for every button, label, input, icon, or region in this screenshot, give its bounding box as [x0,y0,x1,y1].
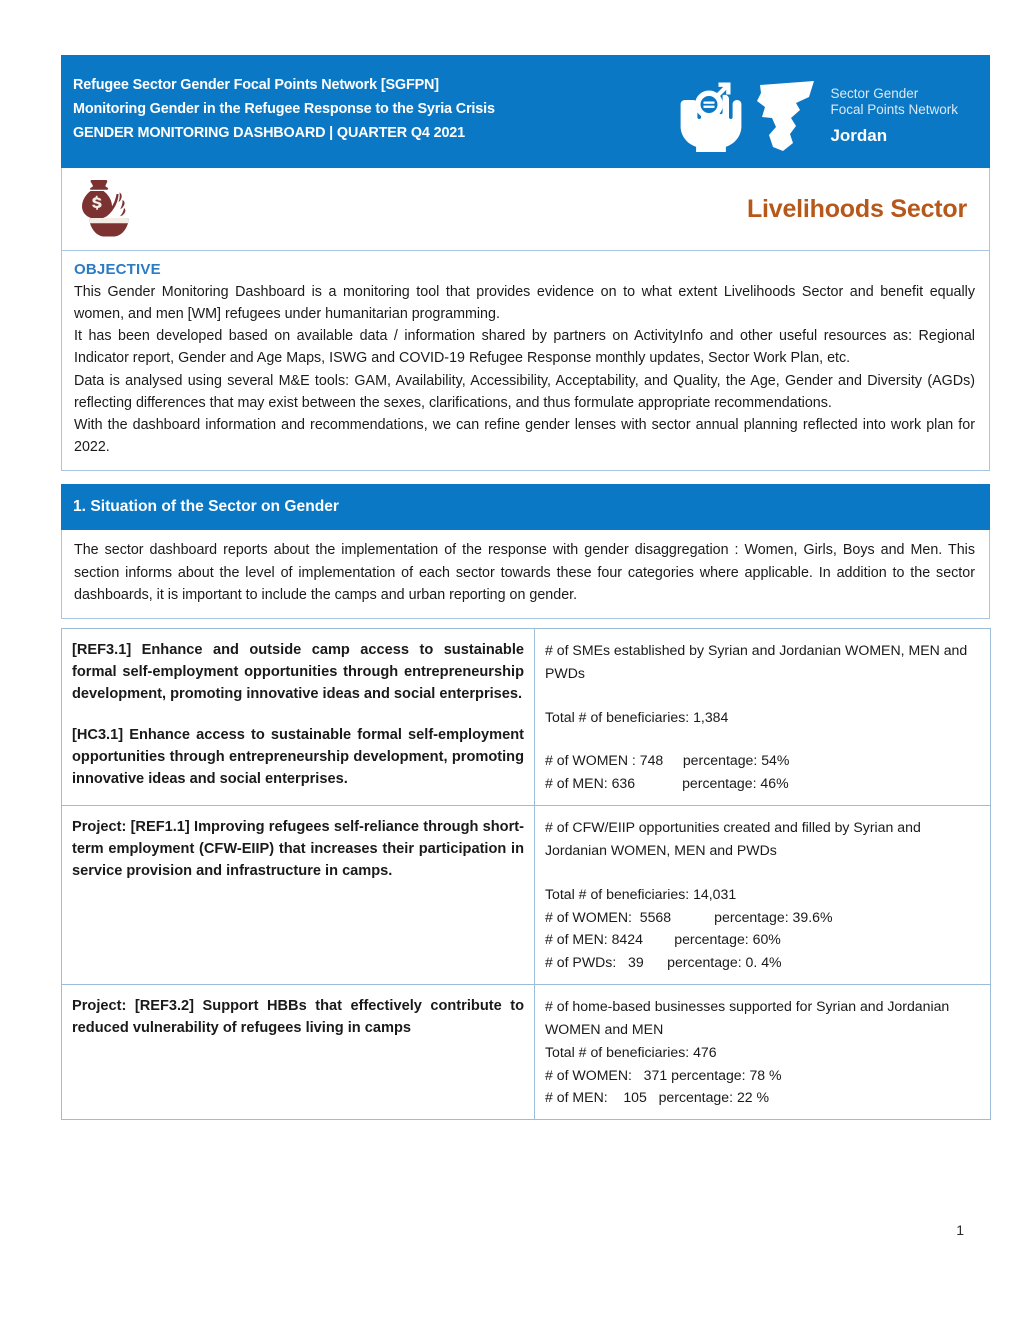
row-3-total-beneficiaries: Total # of beneficiaries: 476 [545,1043,717,1060]
sector-title-strip [61,168,990,251]
logo-line-2: Focal Points Network [830,102,958,118]
row-3-men-line: # of MEN: 105 percentage: 22 % [545,1089,770,1106]
row-3-indicator-cell [535,985,991,1120]
row-1-women-line: # of WOMEN : 748 percentage: 54% [545,752,790,769]
row-2-total-beneficiaries: Total # of beneficiaries: 14,031 [545,885,737,902]
section-intro-text: The sector dashboard reports about the implementation of the response with gender disaggregation : Women, Girls, Boys and Men. This section informs about the level of implementation of each sector towards these four categories where applicable. In addition to the sector dashboards, it is important to include the camps and urban reporting on gender. [74,542,975,604]
objective-paragraph-3: Data is analysed using several M&E tools: GAM, Availability, Accessibility, Acceptability, and Quality, the Age, Gender and Diversity (AGDs) reflecting differences that may exist between the sexes, clarifications, and thus formulate appropriate recommendations. [74,372,975,411]
objective-block [61,251,990,471]
header-line-network: Refugee Sector Gender Focal Points Network [SGFPN] [73,77,439,93]
table-row [62,985,991,1120]
logo-wordmark [828,86,958,147]
objective-paragraph-2: It has been developed based on available data / information shared by partners on ActivityInfo and other useful resources as: Regional Indicator report, Gender and Age Maps, ISWG and COVID-19 Refugee Response monthly updates, Sector Work Plan, etc. [74,328,975,367]
row-2-indicator-title: # of CFW/EIIP opportunities created and filled by Syrian and Jordanian WOMEN, MEN and PWDs [545,819,921,858]
sgfpn-logo [672,71,976,155]
objective-paragraph-1: This Gender Monitoring Dashboard is a monitoring tool that provides evidence on to what extent Livelihoods Sector and benefit equally women, and men [WM] refugees under humanitarian programming. [74,284,975,323]
row-1-indicator-cell [535,628,991,805]
objective-paragraph-4: With the dashboard information and recommendations, we can refine gender lenses with sector annual planning reflected into work plan for 2022. [74,416,975,456]
row-2-women-line: # of WOMEN: 5568 percentage: 39.6% [545,908,833,925]
table-row [62,628,991,805]
header-line-subtitle: Monitoring Gender in the Refugee Response to the Syria Crisis [73,100,495,117]
row-1-total-beneficiaries: Total # of beneficiaries: 1,384 [545,708,729,725]
header-line-dashboard-quarter: GENDER MONITORING DASHBOARD | QUARTER Q4 2021 [73,124,466,141]
row-1-objective-hc31: [HC3.1] Enhance access to sustainable formal self-employment opportunities through entrepreneurship development, promoting innovative ideas and social enterprises. [72,726,524,787]
row-3-project-ref32: Project: [REF3.2] Support HBBs that effectively contribute to reduced vulnerability of refugees living in camps [72,998,524,1037]
sector-title: Livelihoods Sector [746,194,967,223]
money-bag-wheat-bowl-icon [78,178,136,240]
jordan-map-icon [752,77,822,155]
row-2-pwds-line: # of PWDs: 39 percentage: 0. 4% [545,954,782,971]
row-1-men-line: # of MEN: 636 percentage: 46% [545,775,789,792]
row-1-indicator-title: # of SMEs established by Syrian and Jordanian WOMEN, MEN and PWDs [545,641,968,681]
row-3-women-line: # of WOMEN: 371 percentage: 78 % [545,1066,782,1083]
logo-line-1: Sector Gender [830,85,919,101]
section-header-situation-of-sector [61,484,990,530]
logo-line-country: Jordan [830,126,888,146]
row-2-objectives-cell [62,806,535,985]
section-header-label: 1. Situation of the Sector on Gender [73,498,339,516]
document-header-banner [61,55,990,168]
row-2-indicator-cell [535,806,991,985]
row-1-objective-ref31: [REF3.1] Enhance and outside camp access to sustainable formal self-employment opportunities through entrepreneurship development, promoting innovative ideas and social enterprises. [72,641,524,703]
section-intro-block [61,530,990,619]
row-3-indicator-title: # of home-based businesses supported for Syrian and Jordanian WOMEN and MEN [545,998,950,1037]
row-2-project-ref11: Project: [REF1.1] Improving refugees self-reliance through short-term employment (CFW-EIIP) that increases their participation in service provision and infrastructure in camps. [72,819,524,880]
row-1-objectives-cell [62,628,535,805]
row-3-objectives-cell [62,985,535,1120]
table-row [62,806,991,985]
hands-gender-equality-icon [672,80,746,152]
header-title-group [73,71,495,144]
page-number: 1 [956,1222,964,1238]
row-2-men-line: # of MEN: 8424 percentage: 60% [545,931,781,948]
objective-heading: OBJECTIVE [74,261,161,278]
indicators-table [61,628,991,1120]
document-frame [61,55,990,1120]
